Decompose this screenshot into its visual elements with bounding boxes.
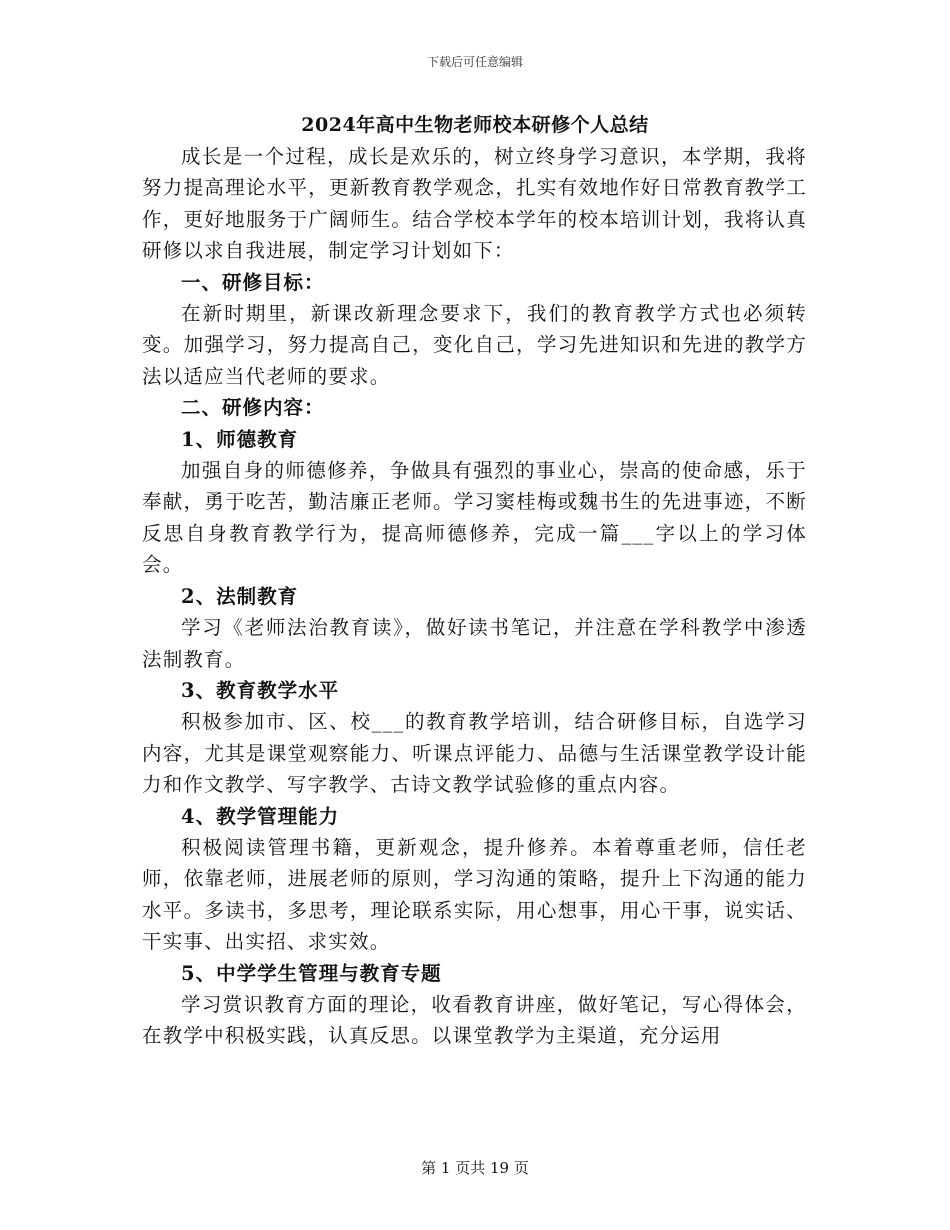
page-number-footer: 第 1 页共 19 页 [421,1159,529,1177]
subheading-student-management: 5、中学学生管理与教育专题 [181,961,442,985]
subheading-ethics-education: 1、师德教育 [181,427,299,451]
section-heading-content: 二、研修内容： [181,396,325,420]
student-management-paragraph: 学习赏识教育方面的理论，收看教育讲座，做好笔记，写心得体会，在教学中积极实践，认真反思。以课堂教学为主渠道，充分运用 [142,992,807,1048]
intro-paragraph: 成长是一个过程，成长是欢乐的，树立终身学习意识，本学期，我将努力提高理论水平，更新教育教学观念，扎实有效地作好日常教育教学工作，更好地服务于广阔师生。结合学校本学年的校本培训计划，我将认真研修以求自我进展，制定学习计划如下： [142,145,807,263]
subheading-teaching-level: 3、教育教学水平 [181,678,340,702]
ethics-paragraph: 加强自身的师德修养，争做具有强烈的事业心，崇高的使命感，乐于奉献，勇于吃苦，勤洁廉正老师。学习窦桂梅或魏书生的先进事迹，不断反思自身教育教学行为，提高师德修养，完成一篇___字以上的学习体会。 [142,459,807,577]
page-header-note: 下载后可任意编辑 [426,55,523,69]
subheading-legal-education: 2、法制教育 [181,584,299,608]
subheading-management-ability: 4、教学管理能力 [181,804,340,828]
management-paragraph: 积极阅读管理书籍，更新观念，提升修养。本着尊重老师，信任老师，依靠老师，进展老师的原则，学习沟通的策略，提升上下沟通的能力水平。多读书，多思考，理论联系实际，用心想事，用心干事，说实话、干实事、出实招、求实效。 [142,835,807,954]
document-title: 2024年高中生物老师校本研修个人总结 [301,114,649,136]
teaching-level-paragraph: 积极参加市、区、校___的教育教学培训，结合研修目标，自选学习内容，尤其是课堂观察能力、听课点评能力、品德与生活课堂教学设计能力和作文教学、写字教学、古诗文教学试验修的重点内容。 [142,710,807,797]
legal-paragraph: 学习《老师法治教育读》，做好读书笔记，并注意在学科教学中渗透法制教育。 [142,616,807,671]
section-heading-goals: 一、研修目标： [181,270,325,294]
document-body [142,141,807,1052]
goals-paragraph: 在新时期里，新课改新理念要求下，我们的教育教学方式也必须转变。加强学习，努力提高自己，变化自己，学习先进知识和先进的教学方法以适应当代老师的要求。 [142,302,807,388]
